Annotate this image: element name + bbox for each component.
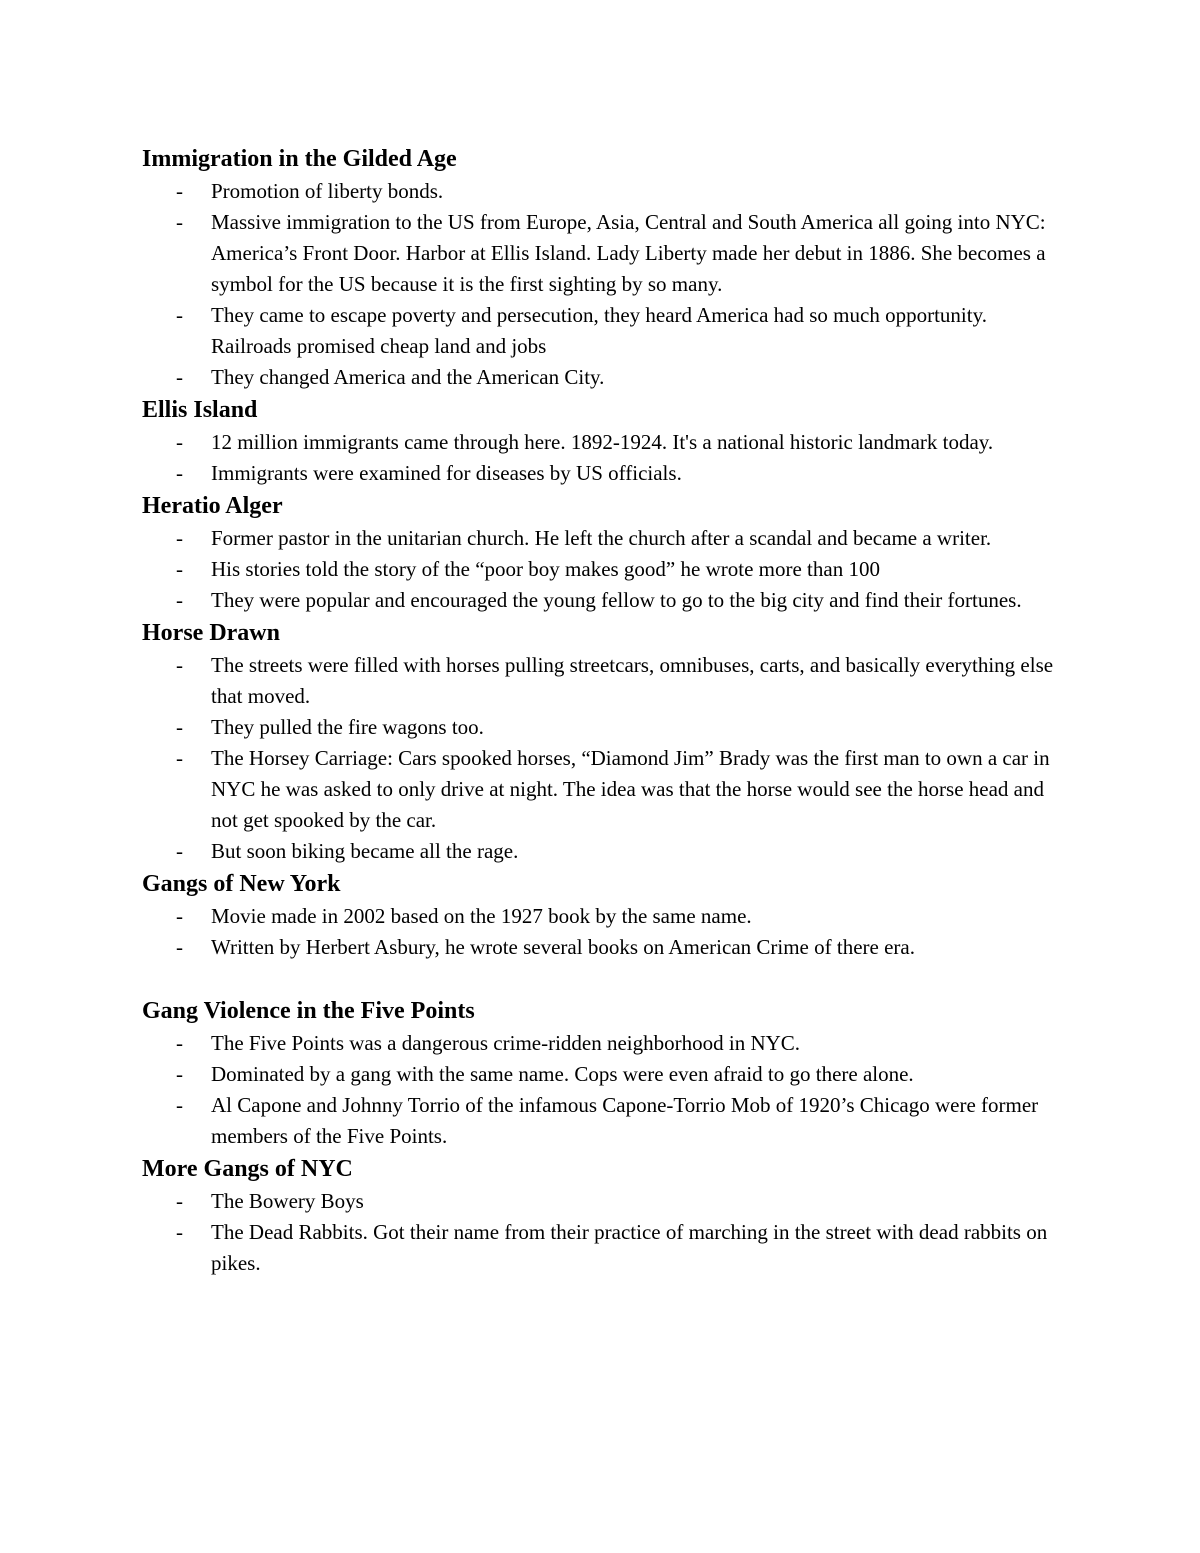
bullet-dash: - (176, 179, 183, 203)
list-item-text: The Five Points was a dangerous crime-ridden neighborhood in NYC. (211, 1031, 801, 1055)
section-heading: Ellis Island (142, 397, 258, 423)
bullet-dash: - (176, 557, 183, 581)
list-item (142, 901, 1062, 932)
bullet-list (142, 650, 1062, 867)
document-content (142, 142, 1062, 1279)
bullet-dash: - (176, 904, 183, 928)
list-item-text: But soon biking became all the rage. (211, 839, 519, 863)
list-item-text: Al Capone and Johnny Torrio of the infamous Capone-Torrio Mob of 1920’s Chicago were former members of the Five Points. (211, 1093, 1039, 1148)
list-item (142, 1059, 1062, 1090)
list-item-text: Immigrants were examined for diseases by US officials. (211, 461, 682, 485)
list-item-text: They were popular and encouraged the young fellow to go to the big city and find their fortunes. (211, 588, 1022, 612)
list-item (142, 362, 1062, 393)
list-item (142, 523, 1062, 554)
section-heading: Immigration in the Gilded Age (142, 146, 457, 172)
list-item (142, 1090, 1062, 1152)
list-item (142, 1028, 1062, 1059)
list-item (142, 458, 1062, 489)
list-item-text: Former pastor in the unitarian church. He left the church after a scandal and became a writer. (211, 526, 992, 550)
bullet-list (142, 523, 1062, 616)
list-item-text: Dominated by a gang with the same name. Cops were even afraid to go there alone. (211, 1062, 914, 1086)
bullet-dash: - (176, 461, 183, 485)
bullet-dash: - (176, 839, 183, 863)
list-item (142, 932, 1062, 963)
list-item-text: They came to escape poverty and persecution, they heard America had so much opportunity. Railroads promised cheap land and jobs (211, 303, 987, 358)
list-item (142, 743, 1062, 836)
bullet-list (142, 427, 1062, 489)
section-ellis-island (142, 393, 1062, 489)
bullet-dash: - (176, 430, 183, 454)
bullet-dash: - (176, 1062, 183, 1086)
bullet-dash: - (176, 746, 183, 770)
list-item (142, 836, 1062, 867)
list-item-text: They pulled the fire wagons too. (211, 715, 484, 739)
bullet-dash: - (176, 1093, 183, 1117)
section-horse-drawn (142, 616, 1062, 867)
section-heading: Gang Violence in the Five Points (142, 998, 475, 1024)
list-item (142, 300, 1062, 362)
bullet-list (142, 1186, 1062, 1279)
bullet-dash: - (176, 935, 183, 959)
bullet-dash: - (176, 588, 183, 612)
list-item-text: Written by Herbert Asbury, he wrote several books on American Crime of there era. (211, 935, 915, 959)
section-heading: More Gangs of NYC (142, 1156, 353, 1182)
list-item (142, 207, 1062, 300)
section-gang-violence-five-points (142, 994, 1062, 1152)
section-immigration (142, 142, 1062, 393)
list-item (142, 585, 1062, 616)
list-item (142, 1217, 1062, 1279)
section-gangs-of-new-york (142, 867, 1062, 963)
bullet-dash: - (176, 1031, 183, 1055)
list-item (142, 1186, 1062, 1217)
list-item (142, 554, 1062, 585)
list-item-text: 12 million immigrants came through here. 1892-1924. It's a national historic landmark today. (211, 430, 994, 454)
bullet-dash: - (176, 715, 183, 739)
bullet-dash: - (176, 303, 183, 327)
list-item-text: His stories told the story of the “poor boy makes good” he wrote more than 100 (211, 557, 880, 581)
list-item-text: Promotion of liberty bonds. (211, 179, 444, 203)
bullet-dash: - (176, 210, 183, 234)
bullet-dash: - (176, 1189, 183, 1213)
section-heading: Gangs of New York (142, 871, 341, 897)
list-item-text: Movie made in 2002 based on the 1927 book by the same name. (211, 904, 752, 928)
section-more-gangs-nyc (142, 1152, 1062, 1279)
list-item-text: The Horsey Carriage: Cars spooked horses, “Diamond Jim” Brady was the first man to own a car in NYC he was asked to only drive at night. The idea was that the horse would see the horse head and not get spooked by the car. (211, 746, 1050, 832)
list-item (142, 650, 1062, 712)
list-item-text: The Bowery Boys (211, 1189, 364, 1213)
list-item (142, 176, 1062, 207)
list-item (142, 427, 1062, 458)
list-item-text: They changed America and the American City. (211, 365, 605, 389)
bullet-dash: - (176, 1220, 183, 1244)
list-item-text: The streets were filled with horses pulling streetcars, omnibuses, carts, and basically everything else that moved. (211, 653, 1054, 708)
bullet-dash: - (176, 653, 183, 677)
list-item (142, 712, 1062, 743)
bullet-list (142, 1028, 1062, 1152)
list-item-text: Massive immigration to the US from Europe, Asia, Central and South America all going into NYC: America’s Front Door. Harbor at Ellis Island. Lady Liberty made her debut in 1886. She becomes a symbol for the US because it is the first sighting by so many. (211, 210, 1046, 296)
bullet-dash: - (176, 365, 183, 389)
bullet-dash: - (176, 526, 183, 550)
section-heading: Horse Drawn (142, 620, 280, 646)
list-item-text: The Dead Rabbits. Got their name from their practice of marching in the street with dead rabbits on pikes. (211, 1220, 1048, 1275)
bullet-list (142, 176, 1062, 393)
bullet-list (142, 901, 1062, 963)
section-heratio-alger (142, 489, 1062, 616)
section-heading: Heratio Alger (142, 493, 283, 519)
